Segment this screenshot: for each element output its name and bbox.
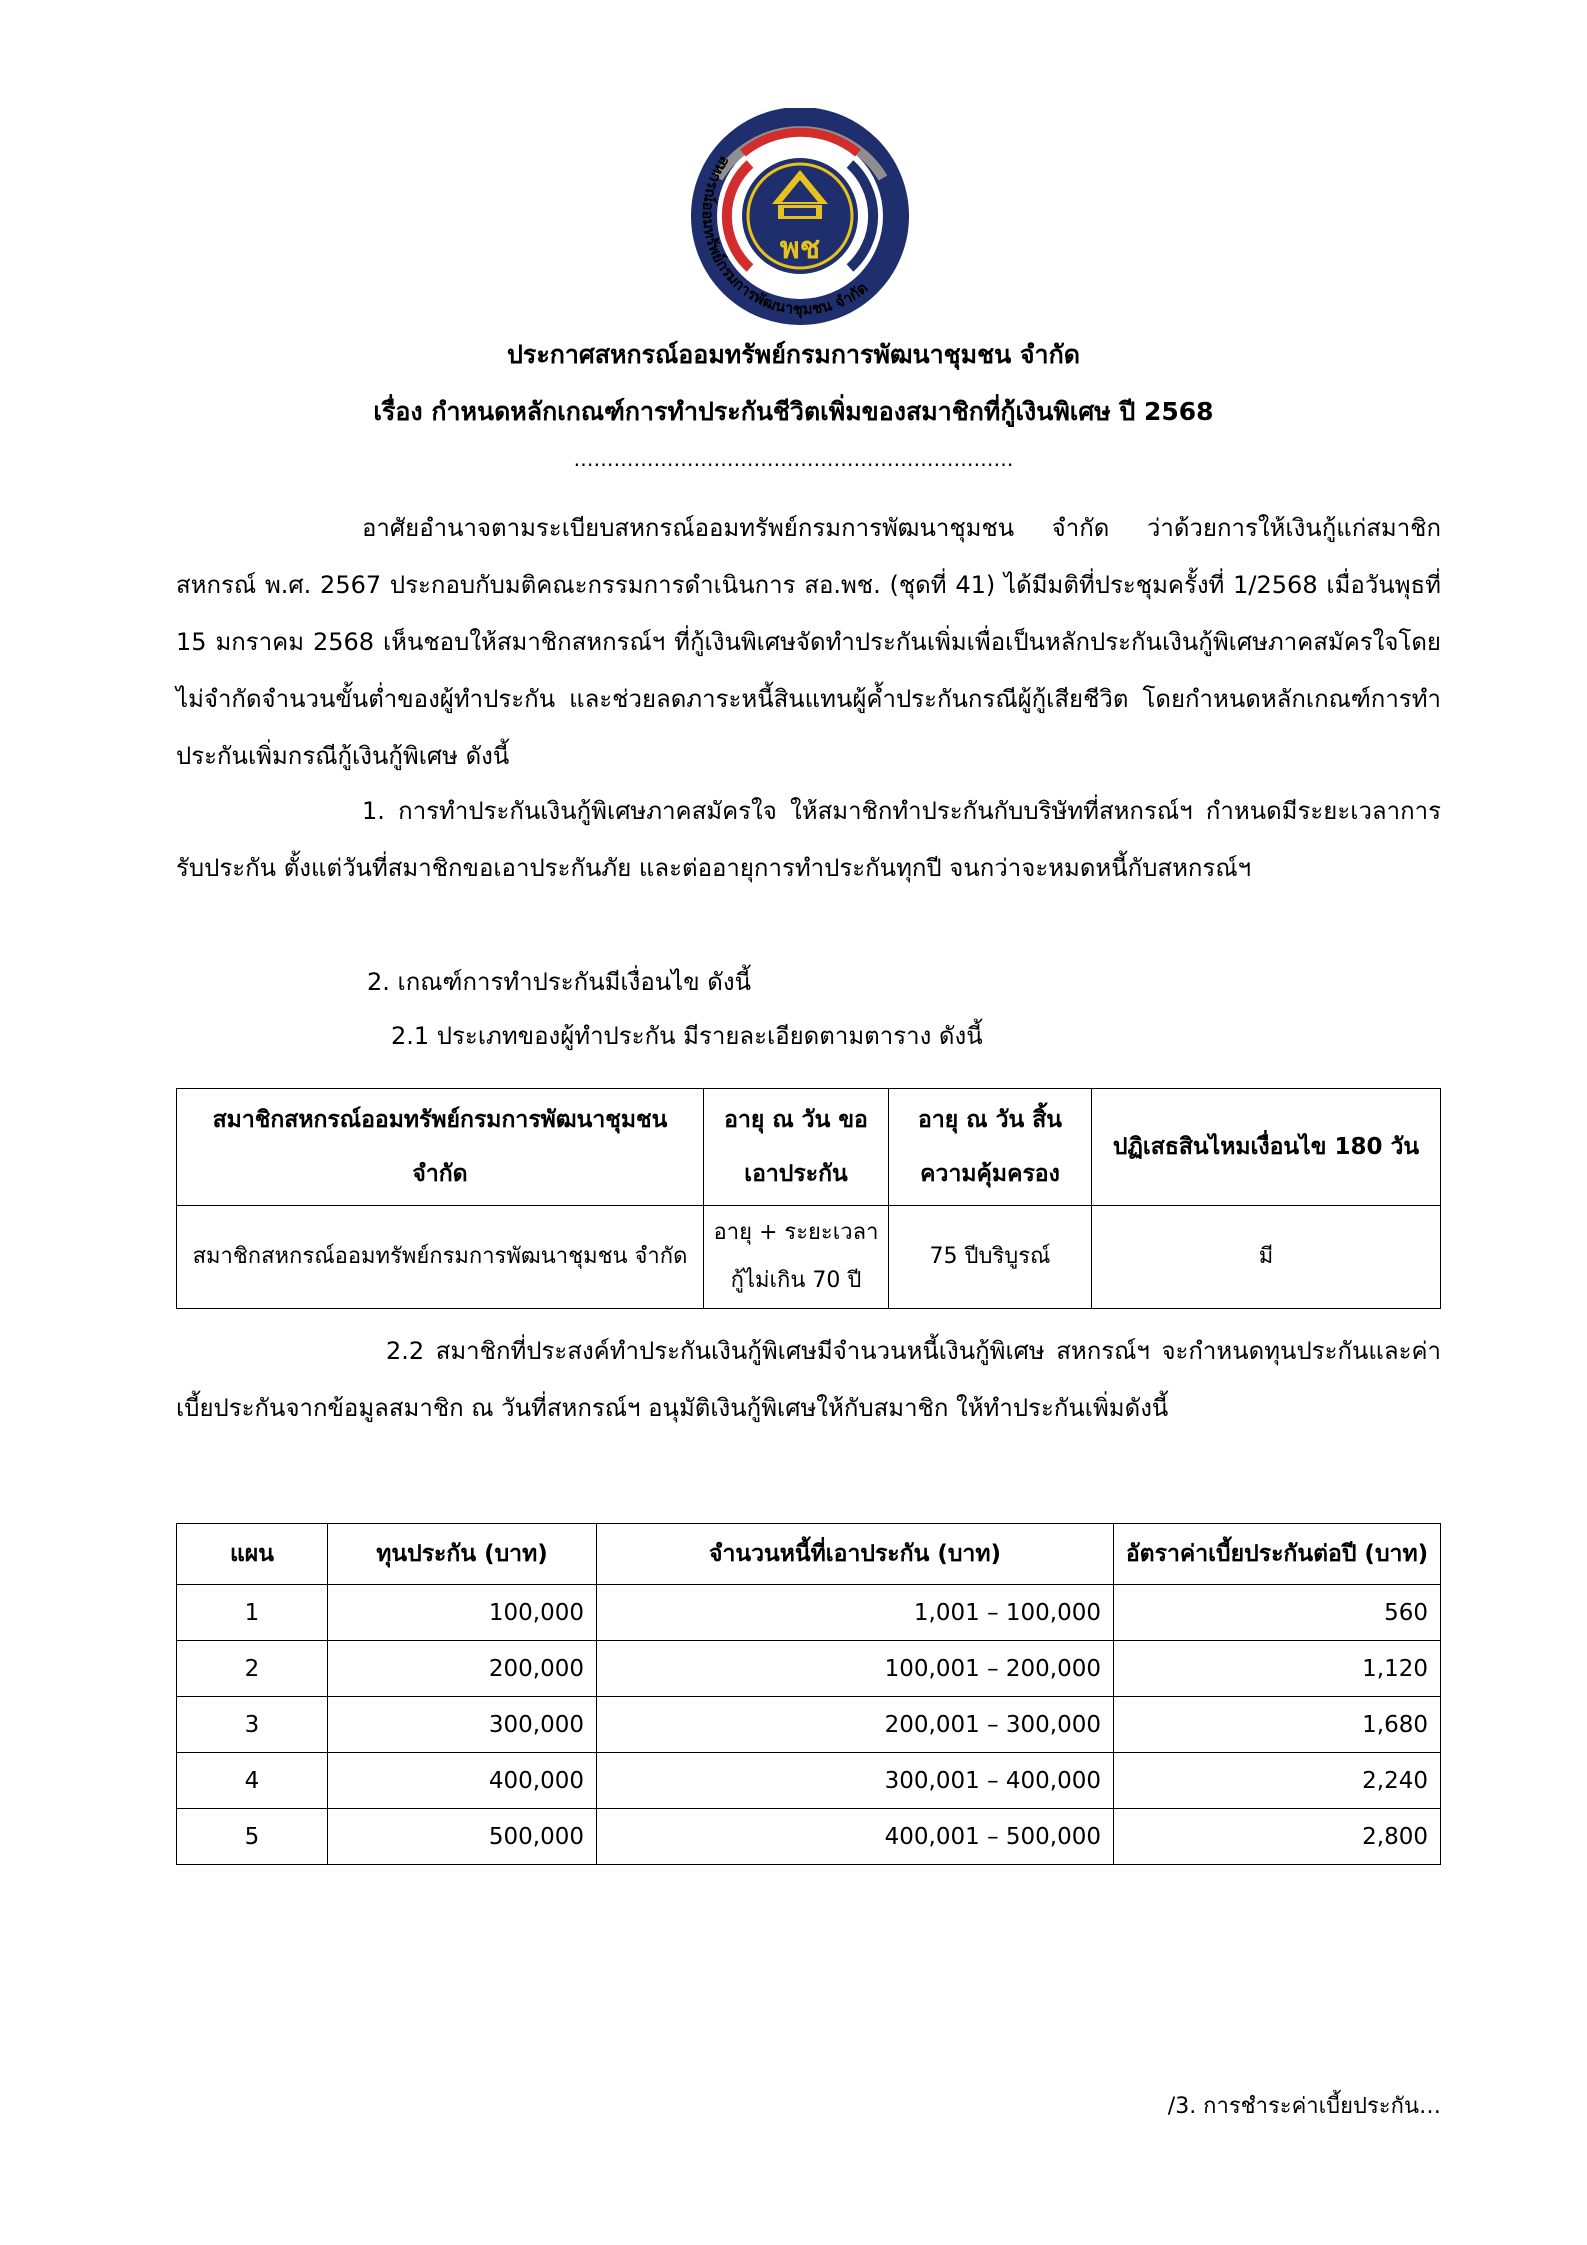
table-row	[177, 1753, 1441, 1809]
table-cell: 200,000	[328, 1641, 597, 1697]
clause-2-2-paragraph: 2.2 สมาชิกที่ประสงค์ทำประกันเงินกู้พิเศษมีจำนวนหนี้เงินกู้พิเศษ สหกรณ์ฯ จะกำหนดทุนประกันและค่าเบี้ยประกันจากข้อมูลสมาชิก ณ วันที่สหกรณ์ฯ อนุมัติเงินกู้พิเศษให้กับสมาชิก ให้ทำประกันเพิ่มดังนี้	[176, 1337, 1441, 1422]
intro-paragraph: อาศัยอำนาจตามระเบียบสหกรณ์ออมทรัพย์กรมการพัฒนาชุมชน จำกัด ว่าด้วยการให้เงินกู้แก่สมาชิกสหกรณ์ พ.ศ. 2567 ประกอบกับมติคณะกรรมการดำเนินการ สอ.พช. (ชุดที่ 41) ได้มีมติที่ประชุมครั้งที่ 1/2568 เมื่อวันพุธที่ 15 มกราคม 2568 เห็นชอบให้สมาชิกสหกรณ์ฯ ที่กู้เงินพิเศษจัดทำประกันเพิ่มเพื่อเป็นหลักประกันเงินกู้พิเศษภาคสมัครใจโดยไม่จำกัดจำนวนขั้นต่ำของผู้ทำประกัน และช่วยลดภาระหนี้สินแทนผู้ค้ำประกันกรณีผู้กู้เสียชีวิต โดยกำหนดหลักเกณฑ์การทำประกันเพิ่มกรณีกู้เงินกู้พิเศษ ดังนี้	[176, 514, 1441, 770]
table-header-row	[177, 1524, 1441, 1585]
table-header-cell: อัตราค่าเบี้ยประกันต่อปี (บาท)	[1114, 1524, 1441, 1585]
table-cell: 2,240	[1114, 1753, 1441, 1809]
table-cell: 2,800	[1114, 1809, 1441, 1865]
table-cell: 100,001 – 200,000	[597, 1641, 1114, 1697]
table-cell: 300,000	[328, 1697, 597, 1753]
table-cell: 300,001 – 400,000	[597, 1753, 1114, 1809]
table-cell: 100,000	[328, 1585, 597, 1641]
table-cell: 500,000	[328, 1809, 597, 1865]
table-row	[177, 1206, 1441, 1309]
table-cell: 400,000	[328, 1753, 597, 1809]
premium-plan-table	[176, 1523, 1441, 1865]
page-title: ประกาศสหกรณ์ออมทรัพย์กรมการพัฒนาชุมชน จำกัด	[507, 340, 1080, 369]
table-header-cell: อายุ ณ วัน ขอเอาประกัน	[704, 1089, 889, 1206]
table-cell: 1,120	[1114, 1641, 1441, 1697]
table-cell: 75 ปีบริบูรณ์	[889, 1206, 1092, 1309]
table-cell: 4	[177, 1753, 328, 1809]
page-subtitle: เรื่อง กำหนดหลักเกณฑ์การทำประกันชีวิตเพิ่มของสมาชิกที่กู้เงินพิเศษ ปี 2568	[373, 397, 1214, 426]
table-cell: 400,001 – 500,000	[597, 1809, 1114, 1865]
table-row	[177, 1809, 1441, 1865]
table-cell: สมาชิกสหกรณ์ออมทรัพย์กรมการพัฒนาชุมชน จำกัด	[177, 1206, 704, 1309]
table-header-cell: จำนวนหนี้ที่เอาประกัน (บาท)	[597, 1524, 1114, 1585]
clause-2-1-heading: 2.1 ประเภทของผู้ทำประกัน มีรายละเอียดตามตาราง ดังนี้	[391, 1022, 983, 1050]
table-header-cell: อายุ ณ วัน สิ้นความคุ้มครอง	[889, 1089, 1092, 1206]
table-header-cell: สมาชิกสหกรณ์ออมทรัพย์กรมการพัฒนาชุมชน จำกัด	[177, 1089, 704, 1206]
table-cell: 200,001 – 300,000	[597, 1697, 1114, 1753]
table-row	[177, 1697, 1441, 1753]
table-cell: 1	[177, 1585, 328, 1641]
clause-1-paragraph: 1. การทำประกันเงินกู้พิเศษภาคสมัครใจ ให้สมาชิกทำประกันกับบริษัทที่สหกรณ์ฯ กำหนดมีระยะเวลาการรับประกัน ตั้งแต่วันที่สมาชิกขอเอาประกันภัย และต่ออายุการทำประกันทุกปี จนกว่าจะหมดหนี้กับสหกรณ์ฯ	[176, 797, 1441, 882]
cooperative-logo	[678, 108, 928, 328]
table-cell: 1,001 – 100,000	[597, 1585, 1114, 1641]
table-cell: มี	[1092, 1206, 1441, 1309]
table-header-cell: ทุนประกัน (บาท)	[328, 1524, 597, 1585]
title-divider: …………………………………………………………	[573, 447, 1014, 471]
table-cell: 5	[177, 1809, 328, 1865]
insured-type-table	[176, 1088, 1441, 1309]
table-row	[177, 1641, 1441, 1697]
table-header-cell: ปฏิเสธสินไหมเงื่อนไข 180 วัน	[1092, 1089, 1441, 1206]
table-header-row	[177, 1089, 1441, 1206]
logo-center-text: พช	[779, 231, 821, 266]
table-cell: อายุ + ระยะเวลากู้ไม่เกิน 70 ปี	[704, 1206, 889, 1309]
table-cell: 560	[1114, 1585, 1441, 1641]
logo-ring-text: สหกรณ์ออมทรัพย์กรมการพัฒนาชุมชน จำกัด	[698, 152, 872, 319]
table-cell: 1,680	[1114, 1697, 1441, 1753]
continued-note: /3. การชำระค่าเบี้ยประกัน…	[1167, 2094, 1441, 2119]
table-header-cell: แผน	[177, 1524, 328, 1585]
table-cell: 2	[177, 1641, 328, 1697]
clause-2-heading: 2. เกณฑ์การทำประกันมีเงื่อนไข ดังนี้	[367, 968, 751, 996]
table-row	[177, 1585, 1441, 1641]
table-cell: 3	[177, 1697, 328, 1753]
